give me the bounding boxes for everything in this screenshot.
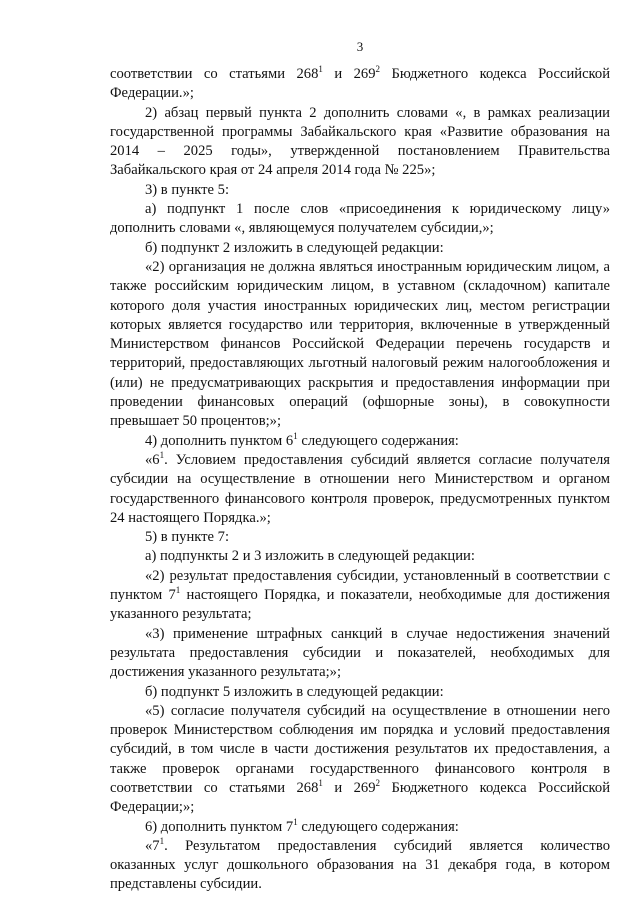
text-run: б) подпункт 5 изложить в следующей редакции: [145,683,444,700]
text-run: 5) в пункте 7: [145,529,230,546]
text-run: 3) в пункте 5: [145,181,230,198]
text-run: 2) абзац первый пункта 2 дополнить словами «, в рамках реализации государственной программы Забайкальского края «Развитие образования на 2014 – 2025 годы», утвержденной постановлением Правительства Забайкальского края от 24 апреля 2014 года № 225»; [110,104,610,179]
paragraph-item-4 [110,432,610,451]
text-run: 4) дополнить пунктом 6 [145,432,294,449]
text-run: . Условием предоставления субсидий является согласие получателя субсидии на осуществление в отношении него Министерством и органом государственного финансового контроля проверок, предусмотренных пунктом 24 настоящего Порядка.»; [110,451,610,526]
text-run: а) подпункт 1 после слов «присоединения к юридическому лицу» дополнить словами «, являющемуся получателем субсидии,»; [110,201,610,237]
text-run: соответствии со статьями 268 [110,66,319,82]
paragraph-quote-2-result [110,567,610,625]
superscript: 1 [175,585,181,596]
superscript: 1 [159,449,165,460]
text-run: . Результатом предоставления субсидий является количество оказанных услуг дошкольного образования на 31 декабря года, в котором представлены субсидии. [110,837,610,893]
superscript: 1 [159,835,165,846]
text-run: а) подпункты 2 и 3 изложить в следующей редакции: [145,548,475,565]
superscript: 1 [318,777,323,788]
paragraph-subitem-a-2 [110,547,610,566]
paragraph-quote-7-1 [110,837,610,895]
paragraph-quote-2 [110,258,610,432]
paragraph-item-5 [110,528,610,547]
paragraph-quote-3 [110,625,610,683]
text-run: «6 [145,451,160,468]
paragraph-item-3 [110,181,610,200]
text-run: «3) применение штрафных санкций в случае недостижения значений результата предоставления субсидии и показателей, необходимых для достижения указанного результата;»; [110,625,610,681]
text-run: 6) дополнить пунктом 7 [145,818,294,835]
paragraph-continuation [110,65,610,104]
text-run: следующего содержания: [297,432,459,449]
text-run: «7 [145,837,160,854]
text-run: «2) организация не должна являться иностранным юридическим лицом, а также российским юридическим лицом, в уставном (складочном) капитале которого доля участия иностранных юридических лиц, местом регистрации которых является государство или территория, включенные в утвержденный Министерством финансов Российской Федерации перечень государств и территорий, предоставляющих льготный налоговый режим налогообложения и (или) не предусматривающих раскрытия и предоставления информации при проведении финансовых операций (офшорные зоны), в совокупности превышает 50 процентов;»; [110,258,610,430]
text-run: и 269 [322,779,376,796]
page-number: 3 [356,39,364,54]
text-run: следующего содержания: [297,818,459,835]
text-run: «2) результат предоставления субсидии, установленный в соответствии с пунктом 7 [110,567,610,604]
superscript: 1 [318,64,323,74]
superscript: 2 [375,777,381,788]
paragraph-quote-5 [110,702,610,818]
paragraph-subitem-b [110,239,610,258]
text-run: Бюджетного кодекса Российской Федерации.»; [110,66,611,102]
superscript: 2 [375,64,381,74]
paragraph-item-2 [110,104,610,181]
text-run: и 269 [322,66,376,82]
paragraph-quote-6-1 [110,451,610,528]
text-run: настоящего Порядка, и показатели, необходимые для достижения указанного результата; [110,587,610,623]
superscript: 1 [293,816,298,827]
text-run: «5) согласие получателя субсидий на осуществление в отношении него проверок Министерством соблюдения им порядка и условий предоставления субсидий, в том числе в части достижения результатов их предоставления, а также проверок органами государственного финансового контроля в соответствии со статьями 268 [110,702,610,796]
paragraph-item-6 [110,818,610,837]
paragraph-subitem-a [110,200,610,239]
paragraph-subitem-b-2 [110,683,610,702]
superscript: 1 [293,430,298,441]
text-run: Бюджетного кодекса Российской Федерации;»; [110,779,611,816]
text-run: б) подпункт 2 изложить в следующей редакции: [145,239,444,256]
